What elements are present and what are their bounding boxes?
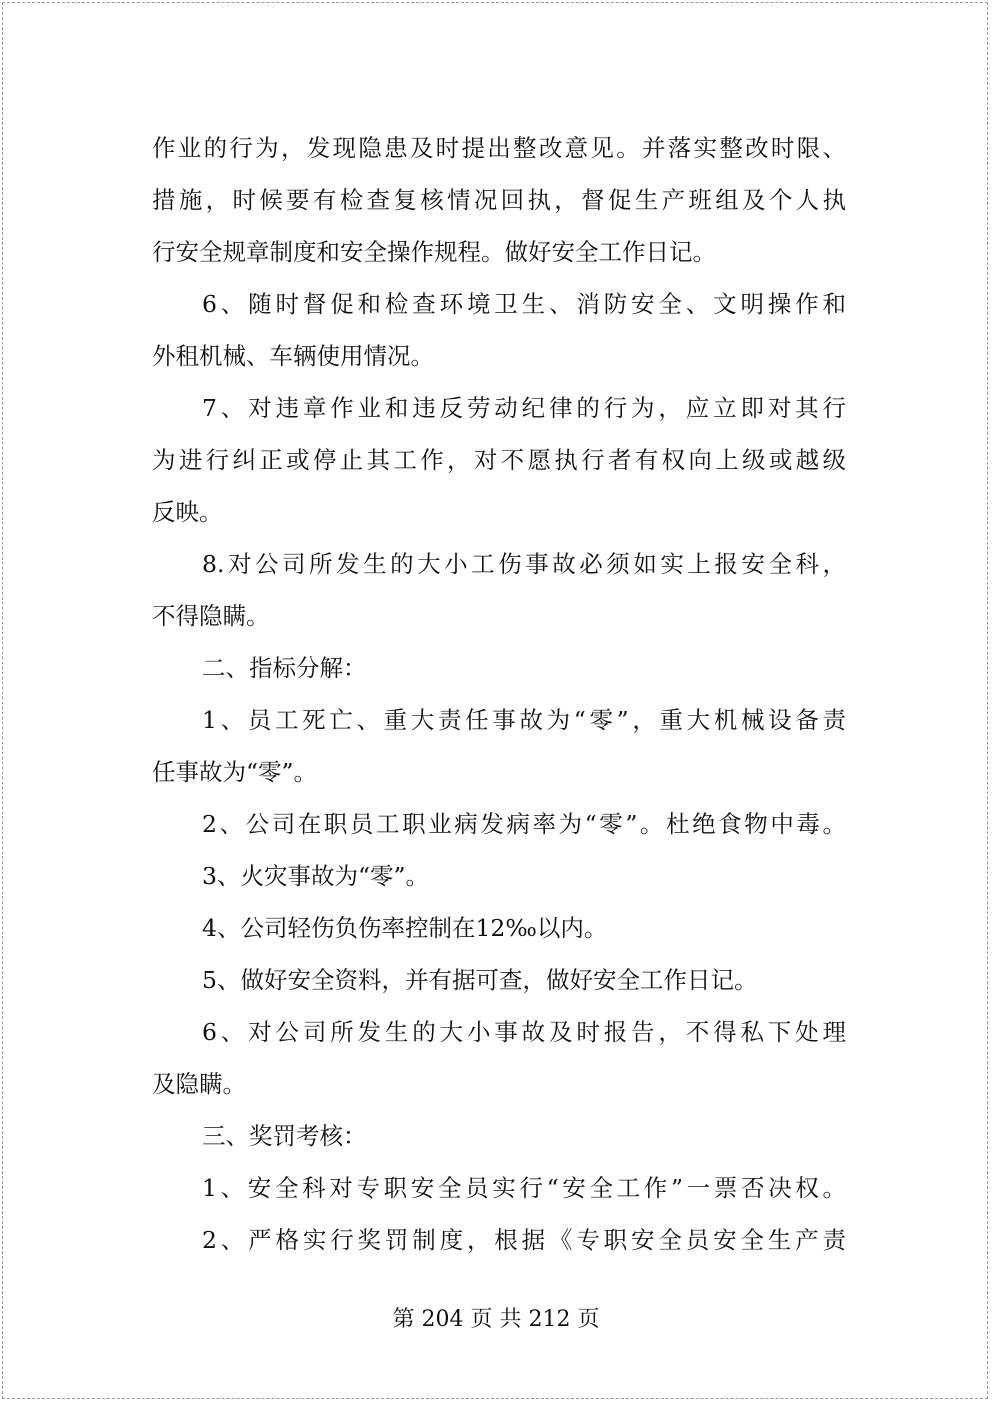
text-line: 5、做好安全资料，并有据可查，做好安全工作日记。 <box>202 966 758 994</box>
text-line: 2、公司在职员工职业病发病率为“零”。杜绝食物中毒。 <box>202 810 846 838</box>
text-line: 1、员工死亡、重大责任事故为“零”，重大机械设备责 <box>202 706 846 734</box>
text-line: 反映。 <box>152 498 223 526</box>
text-line: 任事故为“零”。 <box>152 758 318 786</box>
text-line: 外租机械、车辆使用情况。 <box>152 342 434 370</box>
document-body <box>152 122 846 1266</box>
text-line: 2、严格实行奖罚制度，根据《专职安全员安全生产责 <box>202 1226 846 1254</box>
section-heading: 三、奖罚考核： <box>202 1122 367 1150</box>
text-line: 8.对公司所发生的大小工伤事故必须如实上报安全科， <box>202 550 846 578</box>
text-line: 4、公司轻伤负伤率控制在12‰以内。 <box>202 914 608 942</box>
text-line: 作业的行为，发现隐患及时提出整改意见。并落实整改时限、 <box>152 134 846 162</box>
text-line: 1、安全科对专职安全员实行“安全工作”一票否决权。 <box>202 1174 846 1202</box>
text-line: 及隐瞒。 <box>152 1070 246 1098</box>
section-heading: 二、指标分解： <box>202 654 367 682</box>
text-line: 措施，时候要有检查复核情况回执，督促生产班组及个人执 <box>152 186 846 214</box>
text-line: 行安全规章制度和安全操作规程。做好安全工作日记。 <box>152 238 716 266</box>
text-line: 7、对违章作业和违反劳动纪律的行为，应立即对其行 <box>202 394 846 422</box>
text-line: 为进行纠正或停止其工作，对不愿执行者有权向上级或越级 <box>152 446 846 474</box>
text-line: 6、随时督促和检查环境卫生、消防安全、文明操作和 <box>202 290 846 318</box>
text-line: 不得隐瞒。 <box>152 602 270 630</box>
page-number: 第 204 页 共 212 页 <box>392 1307 600 1332</box>
text-line: 3、火灾事故为“零”。 <box>202 862 429 890</box>
text-line: 6、对公司所发生的大小事故及时报告，不得私下处理 <box>202 1018 846 1046</box>
